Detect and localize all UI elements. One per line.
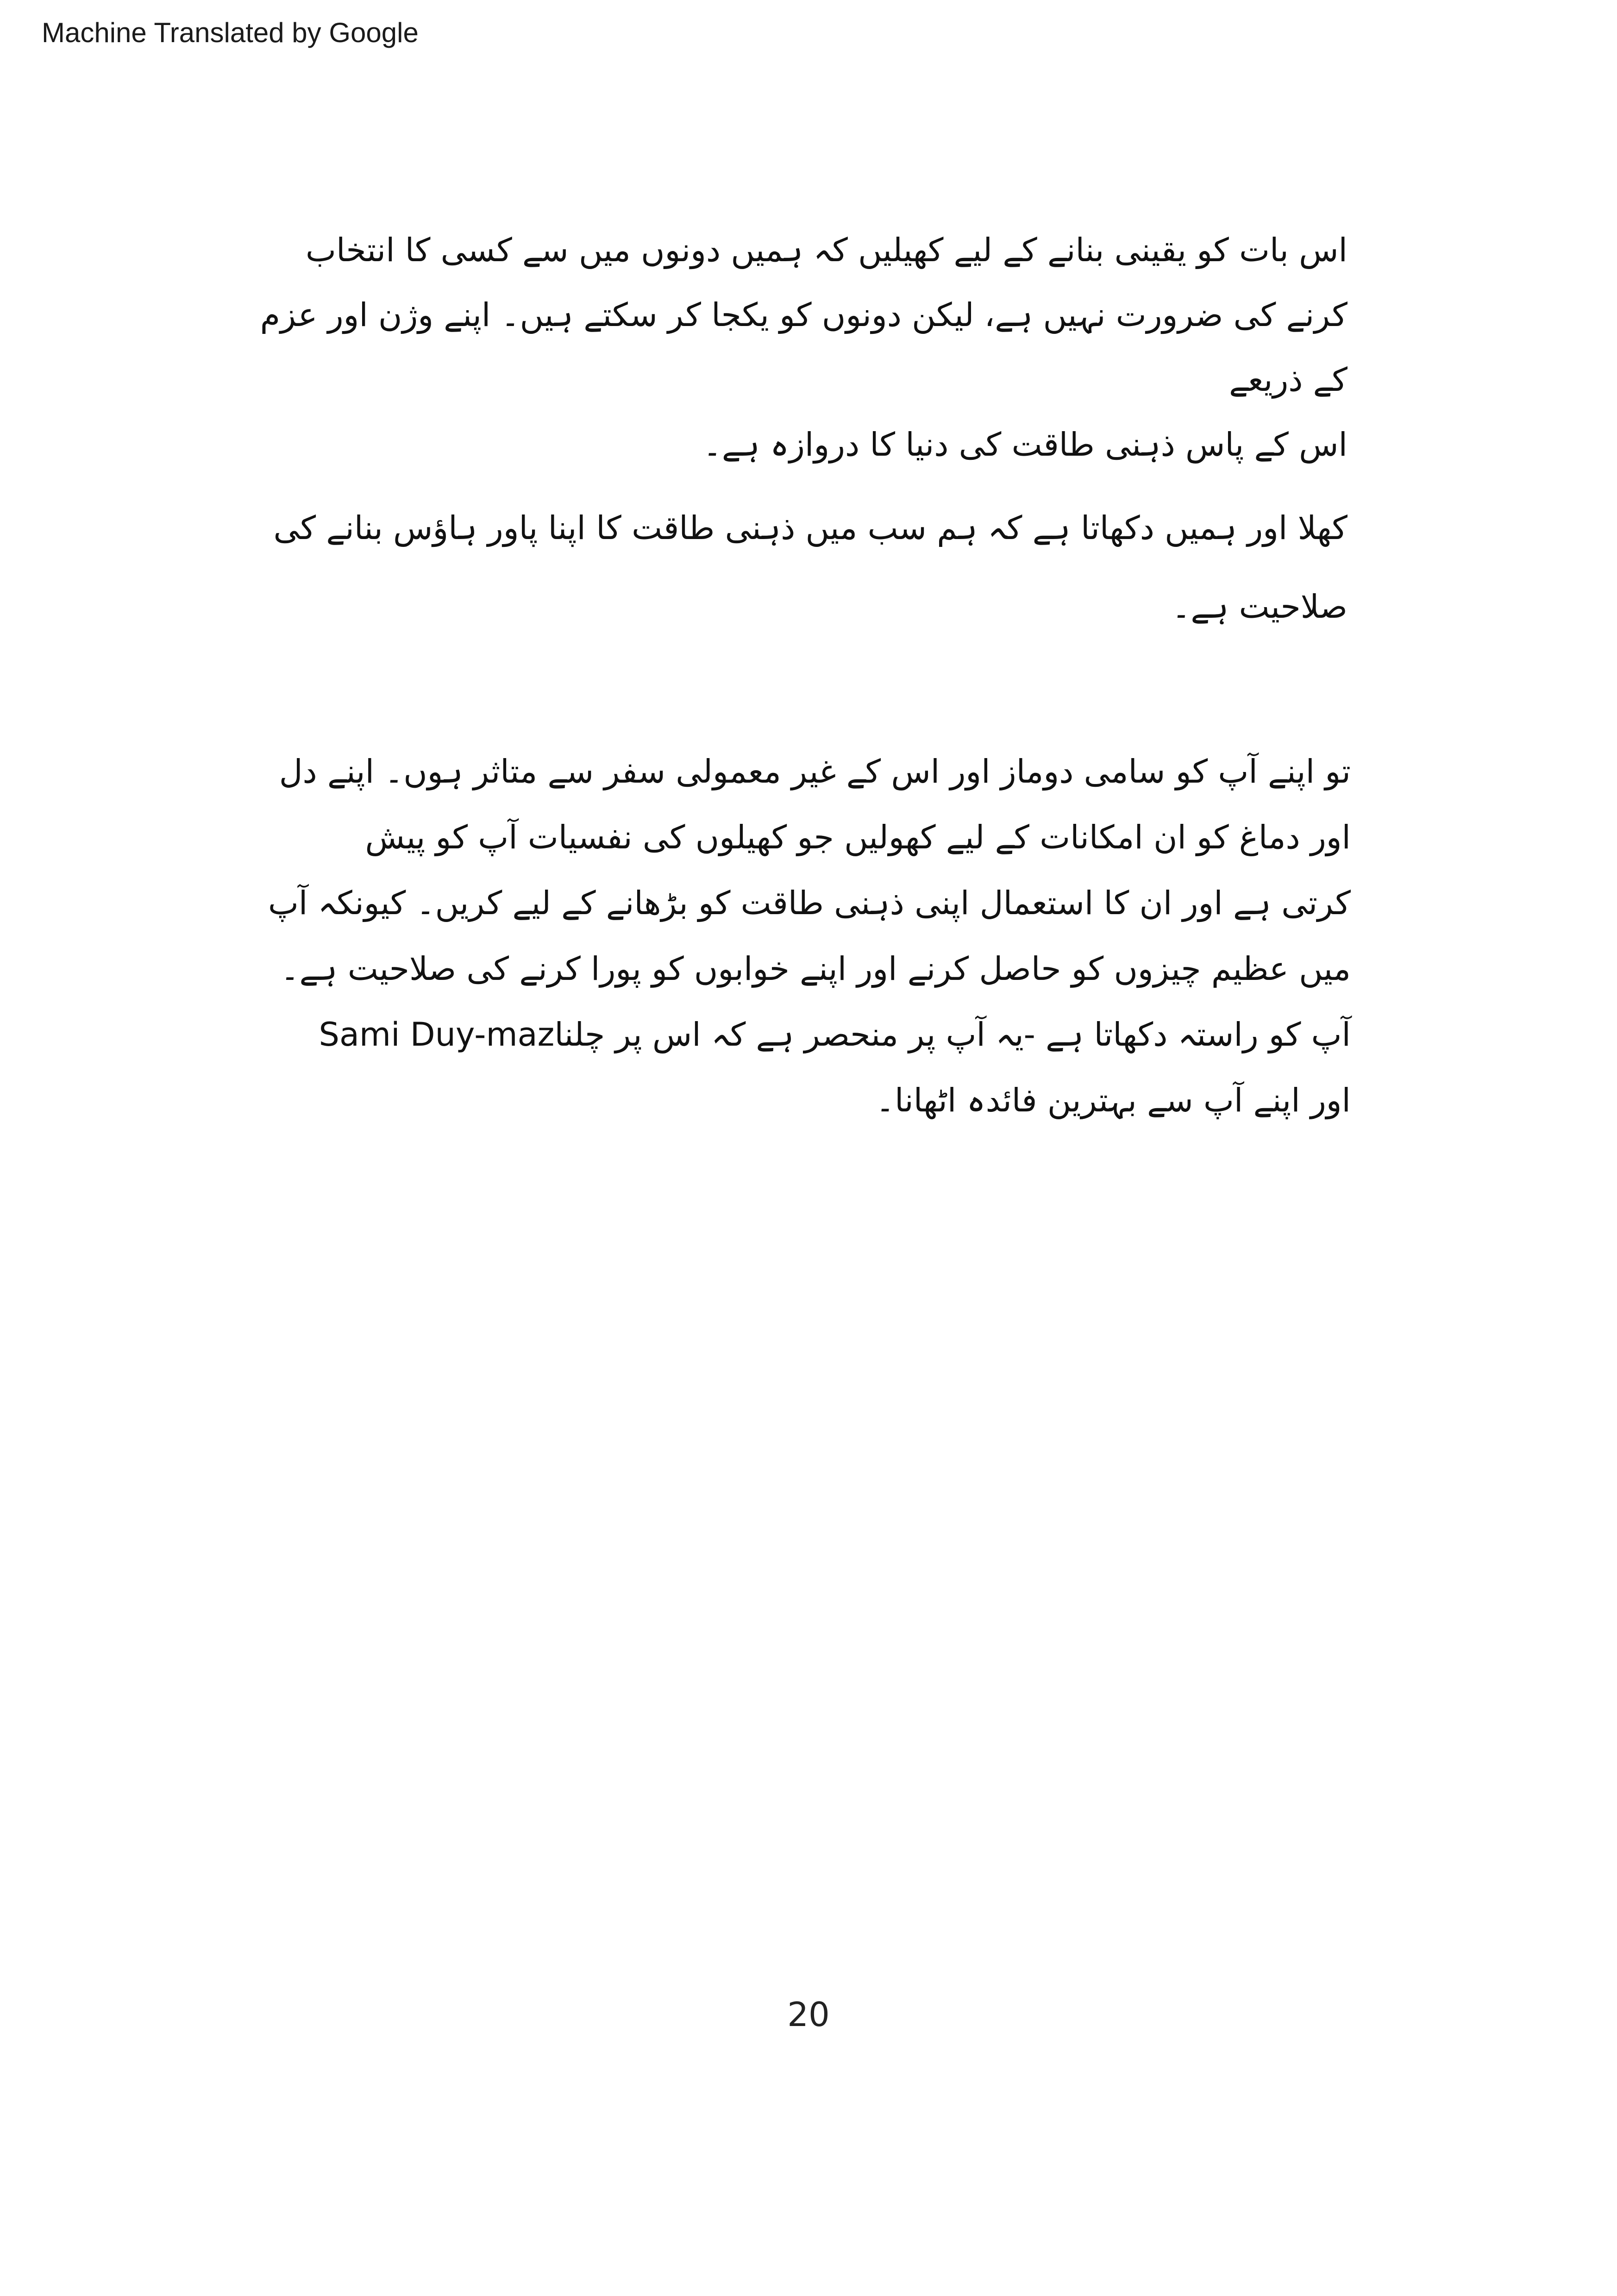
paragraph-2 [273, 489, 1348, 646]
text-line: Sami Duy-mazآپ کو راستہ دکھاتا ہے -یہ آپ پر منحصر ہے کہ اس پر چلنا [319, 1016, 1351, 1054]
text-line: اور اپنے آپ سے بہترین فائدہ اٹھانا۔ [875, 1081, 1351, 1119]
text-line: کرتی ہے اور ان کا استعمال اپنی ذہنی طاقت کو بڑھانے کے لیے کریں۔ کیونکہ آپ [268, 884, 1351, 922]
text-line: کھلا اور ہمیں دکھاتا ہے کہ ہم سب میں ذہنی طاقت کا اپنا پاور ہاؤس بنانے کی [273, 509, 1348, 547]
text-line: کرنے کی ضرورت نہیں ہے، لیکن دونوں کو یکجا کر سکتے ہیں۔ اپنے وژن اور عزم [260, 296, 1348, 334]
text-line: میں عظیم چیزوں کو حاصل کرنے اور اپنے خوابوں کو پورا کرنے کی صلاحیت ہے۔ [280, 950, 1351, 988]
text-line: صلاحیت ہے۔ [1172, 588, 1348, 626]
text-line: تو اپنے آپ کو سامی دوماز اور اس کے غیر معمولی سفر سے متاثر ہوں۔ اپنے دل [279, 753, 1351, 790]
paragraph-1 [260, 218, 1348, 477]
machine-translation-notice: Machine Translated by Google [42, 17, 419, 48]
text-line: اور دماغ کو ان امکانات کے لیے کھولیں جو کھیلوں کی نفسیات آپ کو پیش [365, 818, 1351, 856]
text-line: اس بات کو یقینی بنانے کے لیے کھیلیں کہ ہمیں دونوں میں سے کسی کا انتخاب [306, 231, 1348, 269]
page-number: 20 [787, 1995, 830, 2034]
text-line: اس کے پاس ذہنی طاقت کی دنیا کا دروازہ ہے۔ [702, 426, 1348, 464]
paragraph-3 [268, 739, 1351, 1133]
text-line: کے ذریعے [1229, 361, 1348, 399]
